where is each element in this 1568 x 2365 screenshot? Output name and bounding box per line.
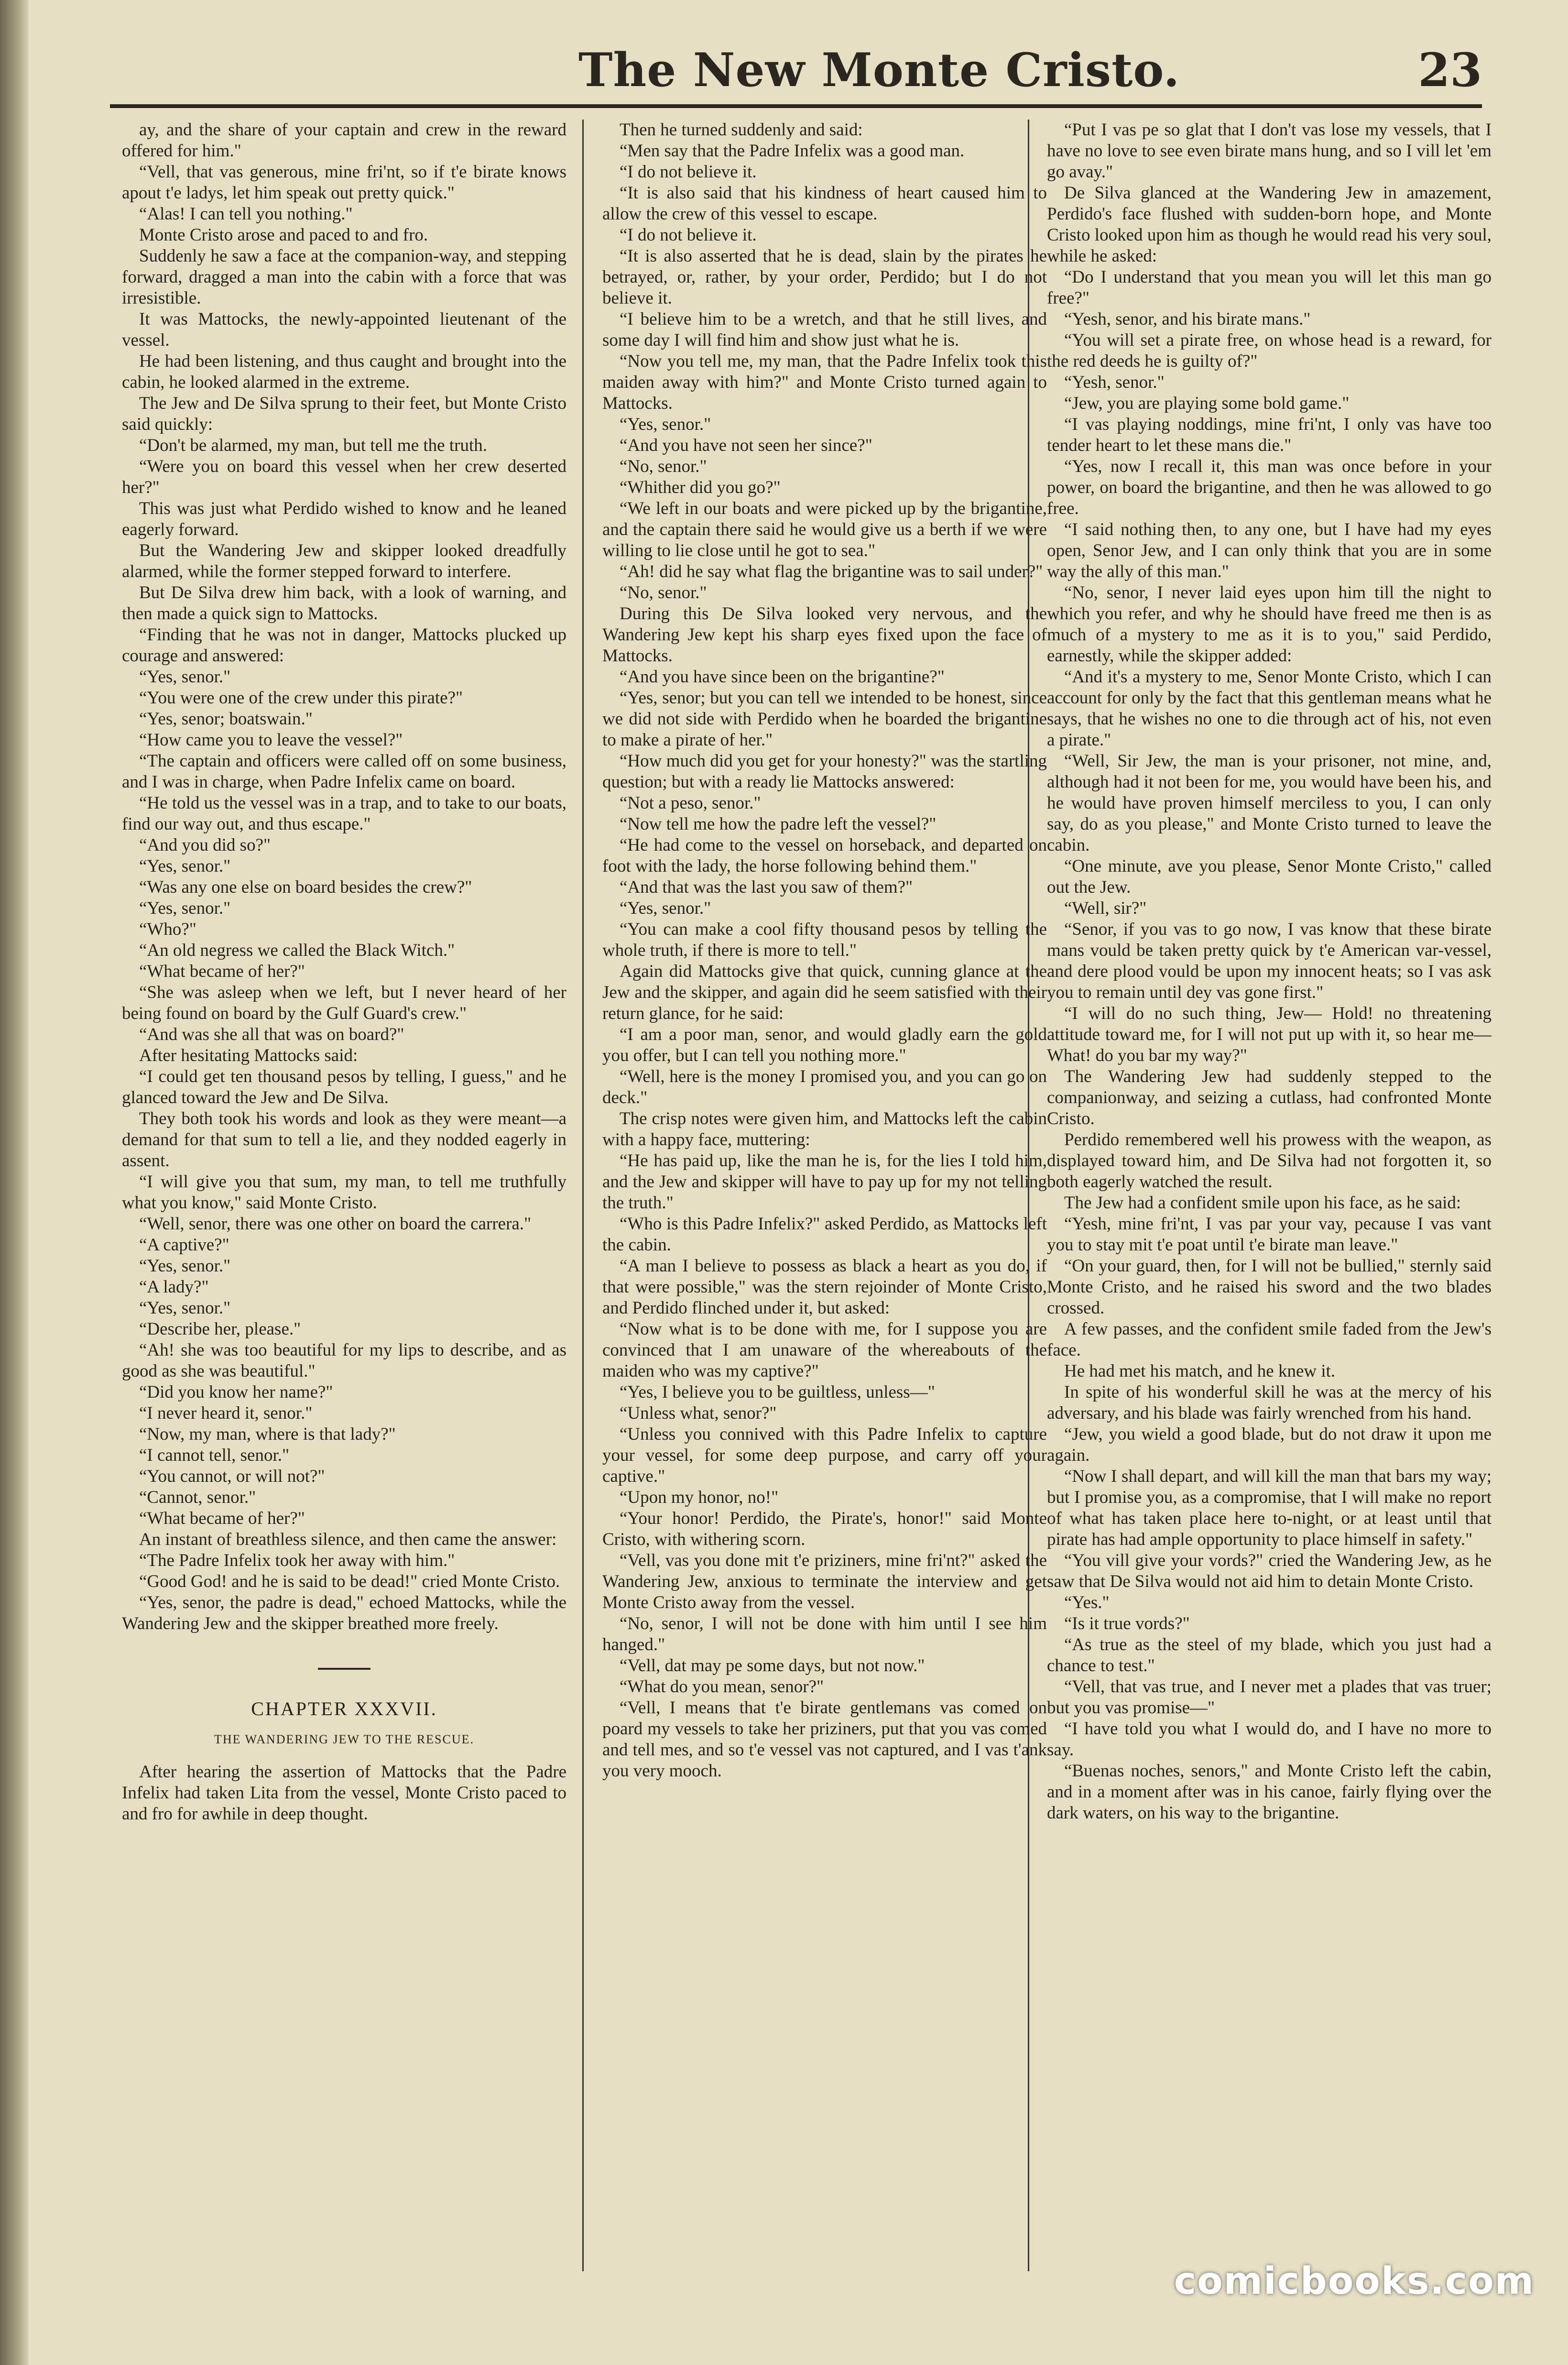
paragraph: “Well, sir?" — [1064, 898, 1147, 918]
paragraph: “No, senor." — [620, 457, 707, 476]
paragraph: “It is also said that his kindness of heart caused him to allow the crew of this vessel to escape. — [602, 183, 1047, 224]
paragraph: “No, senor, I never laid eyes upon him till the night to which you refer, and why he should have freed me then is as much of a mystery to me as it is to you," said Perdido, earnestly, while the skipper added: — [1047, 583, 1492, 666]
paragraph: “I will give you that sum, my man, to tell me truthfully what you know," said Monte Cristo. — [122, 1172, 566, 1213]
paragraph: The Jew had a confident smile upon his face, as he said: — [1064, 1193, 1461, 1213]
paragraph: Monte Cristo arose and paced to and fro. — [139, 225, 428, 245]
paragraph: “Upon my honor, no!" — [620, 1488, 779, 1507]
text-column-2 — [602, 120, 1047, 2310]
paragraph: “Well, Sir Jew, the man is your prisoner, not mine, and, although had it not been for me, you would have been his, and he would have proven himself merciless to you, I can only say, do as you please," and Monte Cristo turned to leave the cabin. — [1047, 751, 1492, 855]
paragraph: “Yes, senor, the padre is dead," echoed Mattocks, while the Wandering Jew and the skipper breathed more freely. — [122, 1593, 566, 1633]
paragraph: De Silva glanced at the Wandering Jew in amazement, Perdido's face flushed with sudden-born hope, and Monte Cristo looked upon him as though he would read his very soul, while he asked: — [1047, 183, 1492, 266]
paragraph: “Well, here is the money I promised you, and you can go on deck." — [602, 1067, 1047, 1107]
paragraph: “Men say that the Padre Infelix was a good man. — [620, 141, 965, 161]
paragraph: “What became of her?" — [139, 1509, 305, 1528]
paragraph: It was Mattocks, the newly-appointed lieutenant of the vessel. — [122, 309, 566, 350]
paragraph: “Who?" — [139, 920, 196, 939]
paragraph: “And you have since been on the brigantine?" — [620, 667, 945, 687]
paragraph: “Yes, senor." — [139, 1298, 231, 1318]
paragraph: “And it's a mystery to me, Senor Monte Cristo, which I can account for only by the fact that this gentleman means what he says, that he wishes no one to die through act of his, not even a pirate." — [1047, 667, 1492, 750]
paragraph: But the Wandering Jew and skipper looked dreadfully alarmed, while the former stepped forward to interfere. — [122, 541, 566, 581]
paragraph: “How came you to leave the vessel?" — [139, 730, 403, 750]
paragraph: ay, and the share of your captain and crew in the reward offered for him." — [122, 120, 566, 161]
paragraph: “Did you know her name?" — [139, 1382, 333, 1402]
paragraph: During this De Silva looked very nervous, and the Wandering Jew kept his sharp eyes fixed upon the face of Mattocks. — [602, 604, 1047, 666]
paragraph: “Whither did you go?" — [620, 478, 781, 497]
paragraph: “She was asleep when we left, but I never heard of her being found on board by the Gulf Guard's crew." — [122, 983, 566, 1023]
paragraph: But De Silva drew him back, with a look of warning, and then made a quick sign to Mattocks. — [122, 583, 566, 624]
paragraph: “Finding that he was not in danger, Mattocks plucked up courage and answered: — [122, 625, 566, 666]
paragraph: “Yes, senor." — [620, 898, 711, 918]
paragraph: “An old negress we called the Black Witch." — [139, 941, 455, 960]
paragraph: “I do not believe it. — [620, 162, 757, 182]
paragraph: “Yes, I believe you to be guiltless, unless—" — [620, 1382, 935, 1402]
page-title: The New Monte Cristo. — [578, 43, 1180, 97]
paragraph: “Vell, that vas true, and I never met a plades that vas truer; but you vas promise—" — [1047, 1677, 1492, 1718]
paragraph: “I said nothing then, to any one, but I have had my eyes open, Senor Jew, and I can only think that you are in some way the ally of this man." — [1047, 520, 1492, 581]
paragraph: “Ah! she was too beautiful for my lips to describe, and as good as she was beautiful." — [122, 1340, 566, 1381]
paragraph: “And you did so?" — [139, 835, 271, 855]
paragraph: “I never heard it, senor." — [139, 1403, 313, 1423]
paragraph: “Senor, if you vas to go now, I vas know that these birate mans vould be taken pretty quick by t'e American var-vessel, and dere plood vould be upon my innocent heats; so I vas ask you to remain until dey vas gone first." — [1047, 920, 1492, 1002]
paragraph: “Were you on board this vessel when her crew deserted her?" — [122, 457, 566, 497]
paragraph: “Yesh, senor." — [1064, 372, 1165, 392]
paragraph: “What became of her?" — [139, 962, 305, 981]
paragraph: “Do I understand that you mean you will let this man go free?" — [1047, 267, 1492, 308]
header-rule — [110, 104, 1482, 108]
paragraph: “Vell, that vas generous, mine fri'nt, so if t'e birate knows apout t'e ladys, let him speak out pretty quick." — [122, 162, 566, 203]
paragraph: “Is it true vords?" — [1064, 1614, 1190, 1633]
paragraph: “And that was the last you saw of them?" — [620, 877, 913, 897]
text-column-1 — [122, 120, 566, 2310]
paragraph: “A man I believe to possess as black a heart as you do, if that were possible," was the stern rejoinder of Monte Cristo, and Perdido flinched under it, but asked: — [602, 1256, 1047, 1318]
paragraph: “Yesh, mine fri'nt, I vas par your vay, pecause I vas vant you to stay mit t'e poat until t'e birate man leave." — [1047, 1214, 1492, 1255]
paragraph: Perdido remembered well his prowess with the weapon, as displayed toward him, and De Silva had not forgotten it, so both eagerly watched the result. — [1047, 1130, 1492, 1192]
paragraph: “And you have not seen her since?" — [620, 436, 872, 455]
paragraph: “Well, senor, there was one other on board the carrera." — [139, 1214, 532, 1234]
paragraph: “Your honor! Perdido, the Pirate's, honor!" said Monte Cristo, with withering scorn. — [602, 1509, 1047, 1549]
paragraph: “I could get ten thousand pesos by telling, I guess," and he glanced toward the Jew and De Silva. — [122, 1067, 566, 1107]
paragraph: Again did Mattocks give that quick, cunning glance at the Jew and the skipper, and again did he seem satisfied with their return glance, for he said: — [602, 962, 1047, 1023]
paragraph: “Yes." — [1064, 1593, 1110, 1612]
paragraph: “Yesh, senor, and his birate mans." — [1064, 309, 1311, 329]
paragraph: “Jew, you wield a good blade, but do not draw it upon me again. — [1047, 1424, 1492, 1465]
paragraph: “Yes, senor; boatswain." — [139, 709, 313, 729]
paragraph: “Not a peso, senor." — [620, 793, 761, 813]
paragraph: “Unless you connived with this Padre Infelix to capture your vessel, for some deep purpose, and carry off your captive." — [602, 1424, 1047, 1486]
chapter-heading: CHAPTER XXXVII. — [251, 1698, 437, 1719]
paragraph: “Yes, senor." — [139, 856, 231, 876]
paragraph: An instant of breathless silence, and then came the answer: — [139, 1530, 557, 1549]
paragraph: A few passes, and the confident smile faded from the Jew's face. — [1047, 1319, 1492, 1360]
paragraph: “It is also asserted that he is dead, slain by the pirates he betrayed, or, rather, by your order, Perdido; but I do not believe it. — [602, 246, 1047, 308]
paragraph: “Now I shall depart, and will kill the man that bars my way; but I promise you, as a compromise, that I will make no report of what has taken place here to-night, or at least until that pirate has had ample opportunity to place himself in safety." — [1047, 1467, 1492, 1549]
paragraph: “Vell, vas you done mit t'e priziners, mine fri'nt?" asked the Wandering Jew, anxious to terminate the interview and get Monte Cristo away from the vessel. — [602, 1551, 1047, 1612]
chapter-subtitle: THE WANDERING JEW TO THE RESCUE. — [214, 1732, 475, 1746]
paragraph: He had met his match, and he knew it. — [1064, 1361, 1336, 1381]
paragraph: “Alas! I can tell you nothing." — [139, 204, 353, 224]
paragraph: “We left in our boats and were picked up by the brigantine, and the captain there said he would give us a berth if we were willing to lie close until he got to sea." — [602, 499, 1047, 560]
paragraph: The Jew and De Silva sprung to their feet, but Monte Cristo said quickly: — [122, 394, 566, 434]
paragraph: “You cannot, or will not?" — [139, 1467, 325, 1486]
paragraph: “Now you tell me, my man, that the Padre Infelix took this maiden away with him?" and Monte Cristo turned again to Mattocks. — [602, 351, 1047, 413]
paragraph: After hesitating Mattocks said: — [139, 1046, 358, 1065]
paragraph: “Describe her, please." — [139, 1319, 301, 1339]
paragraph: In spite of his wonderful skill he was at the mercy of his adversary, and his blade was fairly wrenched from his hand. — [1047, 1382, 1492, 1423]
paragraph: “The Padre Infelix took her away with him." — [139, 1551, 455, 1570]
paragraph: “I am a poor man, senor, and would gladly earn the gold you offer, but I can tell you nothing more." — [602, 1025, 1047, 1065]
paragraph: “On your guard, then, for I will not be bullied," sternly said Monte Cristo, and he raised his sword and the two blades crossed. — [1047, 1256, 1492, 1318]
paragraph: “Yes, senor." — [620, 415, 711, 434]
paragraph: “Cannot, senor." — [139, 1488, 256, 1507]
paragraph: “He told us the vessel was in a trap, and to take to our boats, find our way out, and thus escape." — [122, 793, 566, 834]
paragraph: “Now, my man, where is that lady?" — [139, 1424, 396, 1444]
paragraph: “He had come to the vessel on horseback, and departed on foot with the lady, the horse following behind them." — [602, 835, 1047, 876]
paragraph: “You vill give your vords?" cried the Wandering Jew, as he saw that De Silva would not aid him to detain Monte Cristo. — [1047, 1551, 1492, 1591]
paragraph: “Yes, now I recall it, this man was once before in your power, on board the brigantine, and then he was allowed to go free. — [1047, 457, 1492, 518]
watermark-logo: comicbooks.com — [1174, 2260, 1535, 2303]
page-number: 23 — [1418, 43, 1482, 97]
column-divider — [582, 120, 584, 2271]
paragraph: “Yes, senor." — [139, 898, 231, 918]
paragraph: “Unless what, senor?" — [620, 1403, 777, 1423]
paragraph: “Yes, senor." — [139, 667, 231, 687]
paragraph: “You were one of the crew under this pirate?" — [139, 688, 463, 708]
paragraph: “Vell, I means that t'e birate gentlemans vas comed on poard my vessels to take her priziners, put that you vas comed and tell mes, and so t'e vessel vas not captured, and I vas t'ank you very mooch. — [602, 1698, 1047, 1781]
paragraph: Suddenly he saw a face at the companion-way, and stepping forward, dragged a man into the cabin with a force that was irresistible. — [122, 246, 566, 308]
paragraph: “Vell, dat may pe some days, but not now." — [620, 1656, 925, 1675]
paragraph: “Now tell me how the padre left the vessel?" — [620, 814, 936, 834]
paragraph: “What do you mean, senor?" — [620, 1677, 824, 1697]
paragraph: “I do not believe it. — [620, 225, 757, 245]
paragraph: “You will set a pirate free, on whose head is a reward, for the red deeds he is guilty of?" — [1047, 330, 1492, 371]
chapter-separator — [318, 1668, 370, 1670]
paragraph: “No, senor, I will not be done with him until I see him hanged." — [602, 1614, 1047, 1654]
paragraph: “Yes, senor." — [139, 1256, 231, 1276]
paragraph: “Who is this Padre Infelix?" asked Perdido, as Mattocks left the cabin. — [602, 1214, 1047, 1255]
paragraph: “Good God! and he is said to be dead!" cried Monte Cristo. — [139, 1572, 560, 1591]
paragraph: Then he turned suddenly and said: — [620, 120, 863, 140]
paragraph: “Buenas noches, senors," and Monte Cristo left the cabin, and in a moment after was in his canoe, fairly flying over the dark waters, on his way to the brigantine. — [1047, 1761, 1492, 1823]
paragraph: “I vas playing noddings, mine fri'nt, I only vas have too tender heart to let these mans die." — [1047, 415, 1492, 455]
paragraph: “The captain and officers were called off on some business, and I was in charge, when Padre Infelix came on board. — [122, 751, 566, 792]
paragraph: “A captive?" — [139, 1235, 229, 1255]
paragraph: “He has paid up, like the man he is, for the lies I told him, and the Jew and skipper will have to pay up for my not telling the truth." — [602, 1151, 1047, 1213]
page-header — [110, 43, 1496, 105]
paragraph: “Ah! did he say what flag the brigantine was to sail under?" — [620, 562, 1043, 581]
paragraph: He had been listening, and thus caught and brought into the cabin, he looked alarmed in the extreme. — [122, 351, 566, 392]
binding-edge — [0, 0, 29, 2365]
paragraph: “A lady?" — [139, 1277, 209, 1297]
paragraph: “Put I vas pe so glat that I don't vas lose my vessels, that I have no love to see even birate mans hung, and so I vill let 'em go avay." — [1047, 120, 1492, 182]
paragraph: “Was any one else on board besides the crew?" — [139, 877, 472, 897]
paragraph: The Wandering Jew had suddenly stepped to the companionway, and seizing a cutlass, had confronted Monte Cristo. — [1047, 1067, 1492, 1128]
paragraph: “I cannot tell, senor." — [139, 1445, 290, 1465]
paragraph: “No, senor." — [620, 583, 707, 602]
paragraph: “As true as the steel of my blade, which you just had a chance to test." — [1047, 1635, 1492, 1675]
paragraph: “Jew, you are playing some bold game." — [1064, 394, 1350, 413]
paragraph: The crisp notes were given him, and Mattocks left the cabin with a happy face, muttering: — [602, 1109, 1047, 1150]
paragraph: “You can make a cool fifty thousand pesos by telling the whole truth, if there is more to tell." — [602, 920, 1047, 960]
paragraph: After hearing the assertion of Mattocks that the Padre Infelix had taken Lita from the vessel, Monte Cristo paced to and fro for awhile in deep thought. — [122, 1762, 566, 1824]
paragraph: They both took his words and look as they were meant—a demand for that sum to tell a lie, and they nodded eagerly in assent. — [122, 1109, 566, 1171]
text-column-3 — [1047, 120, 1492, 2310]
paragraph: “I have told you what I would do, and I have no more to say. — [1047, 1719, 1492, 1760]
paragraph: “Now what is to be done with me, for I suppose you are convinced that I am unaware of the whereabouts of the maiden who was my captive?" — [602, 1319, 1047, 1381]
paragraph: “How much did you get for your honesty?" was the startling question; but with a ready lie Mattocks answered: — [602, 751, 1047, 792]
paragraph: “And was she all that was on board?" — [139, 1025, 404, 1044]
paragraph: “I will do no such thing, Jew— Hold! no threatening attitude toward me, for I will not put up with it, so hear me— What! do you bar my way?" — [1047, 1004, 1492, 1065]
paragraph: “One minute, ave you please, Senor Monte Cristo," called out the Jew. — [1047, 856, 1492, 897]
paragraph: This was just what Perdido wished to know and he leaned eagerly forward. — [122, 499, 566, 539]
paragraph: “Don't be alarmed, my man, but tell me the truth. — [139, 436, 487, 455]
paragraph: “Yes, senor; but you can tell we intended to be honest, since we did not side with Perdido when he boarded the brigantine to make a pirate of her." — [602, 688, 1047, 750]
paragraph: “I believe him to be a wretch, and that he still lives, and some day I will find him and show just what he is. — [602, 309, 1047, 350]
